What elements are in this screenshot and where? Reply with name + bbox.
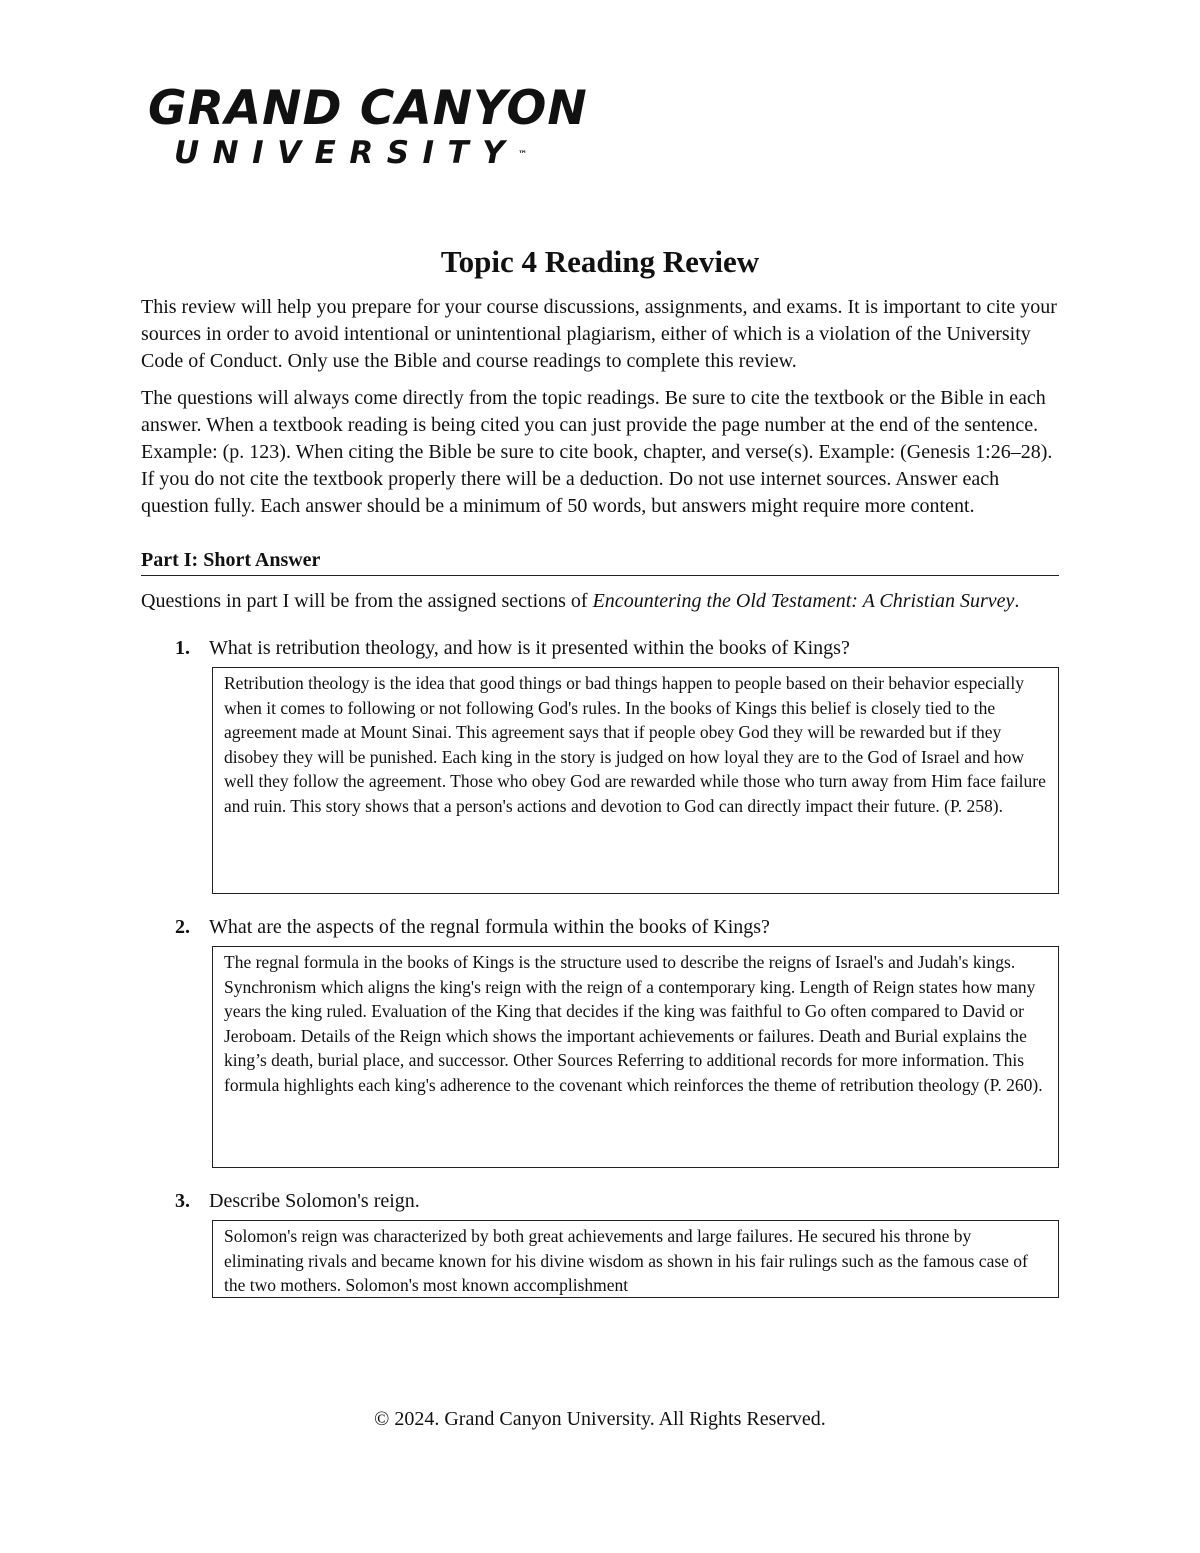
section-intro	[141, 588, 1059, 615]
logo-wordmark-line2	[174, 134, 568, 172]
section-heading-part-1: Part I: Short Answer	[141, 547, 1059, 576]
answer-box-3[interactable]: Solomon's reign was characterized by both great achievements and large failures. He secured his throne by eliminating rivals and became known for his divine wisdom as shown in his fair rulings such as the famous case of the two mothers. Solomon's most known accomplishment	[212, 1220, 1059, 1298]
question-number: 1.	[175, 637, 190, 659]
copyright-footer: © 2024. Grand Canyon University. All Rights Reserved.	[374, 1408, 826, 1430]
trademark-symbol: ™	[518, 150, 528, 160]
question-number: 2.	[175, 916, 190, 938]
answer-box-2[interactable]: The regnal formula in the books of Kings is the structure used to describe the reigns of Israel's and Judah's kings. Synchronism which aligns the king's reign with the reign of a contemporary king. Length of Reign states how many years the king ruled. Evaluation of the King that decides if the king was faithful to Go often compared to David or Jeroboam. Details of the Reign which shows the important achievements or failures. Death and Burial explains the king’s death, burial place, and successor. Other Sources Referring to additional records for more information. This formula highlights each king's adherence to the covenant which reinforces the theme of retribution theology (P. 260).	[212, 946, 1059, 1168]
question-number: 3.	[175, 1190, 190, 1212]
question-3	[141, 1188, 1059, 1214]
answer-box-1[interactable]: Retribution theology is the idea that good things or bad things happen to people based on their behavior especially when it comes to following or not following God's rules. In the books of Kings this belief is closely tied to the agreement made at Mount Sinai. This agreement says that if people obey God they will be rewarded but if they disobey they will be punished. Each king in the story is judged on how loyal they are to the God of Israel and how well they follow the agreement. Those who obey God are rewarded while those who turn away from Him face failure and ruin. This story shows that a person's actions and devotion to God can directly impact their future. (P. 258).	[212, 667, 1059, 894]
section-intro-suffix: .	[1014, 590, 1020, 612]
question-2	[141, 914, 1059, 940]
intro-paragraph-1: This review will help you prepare for your course discussions, assignments, and exams. It is important to cite your sources in order to avoid intentional or unintentional plagiarism, either of which is a violation of the University Code of Conduct. Only use the Bible and course readings to complete this review.	[141, 296, 1057, 372]
university-logo	[148, 81, 588, 172]
question-text: What are the aspects of the regnal formula within the books of Kings?	[209, 916, 770, 938]
textbook-title: Encountering the Old Testament: A Christian Survey	[592, 590, 1015, 612]
question-text: What is retribution theology, and how is it presented within the books of Kings?	[209, 637, 850, 659]
logo-wordmark-line1: GRAND CANYON	[148, 81, 588, 136]
document-body	[141, 294, 1059, 1298]
question-text: Describe Solomon's reign.	[209, 1190, 420, 1212]
section-intro-prefix: Questions in part I will be from the assigned sections of	[141, 590, 593, 612]
question-1	[141, 635, 1059, 661]
page-title: Topic 4 Reading Review	[440, 244, 760, 279]
logo-wordmark-line2-text: UNIVERSITY	[174, 135, 519, 171]
intro-paragraph-2: The questions will always come directly from the topic readings. Be sure to cite the textbook or the Bible in each answer. When a textbook reading is being cited you can just provide the page number at the end of the sentence. Example: (p. 123). When citing the Bible be sure to cite book, chapter, and verse(s). Example: (Genesis 1:26–28). If you do not cite the textbook properly there will be a deduction. Do not use internet sources. Answer each question fully. Each answer should be a minimum of 50 words, but answers might require more content.	[141, 387, 1053, 517]
